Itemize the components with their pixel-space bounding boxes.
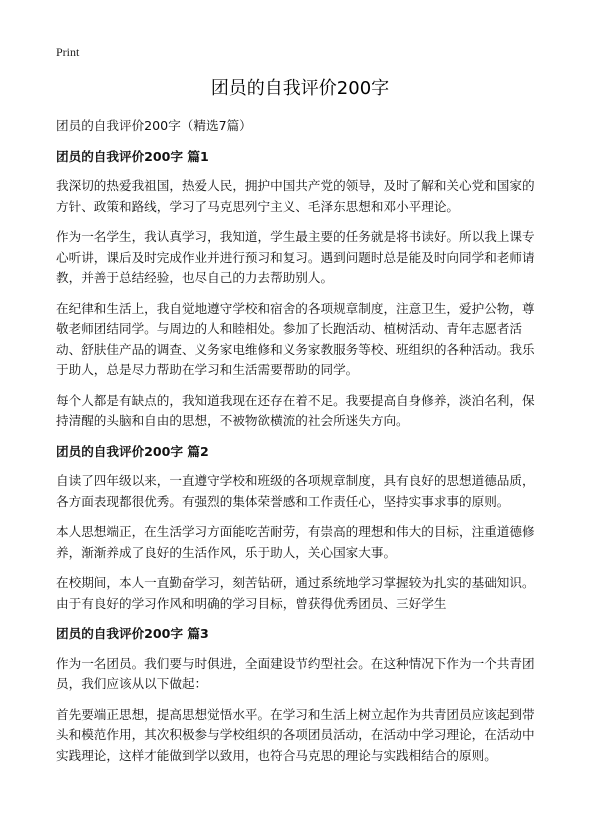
section-heading: 团员的自我评价200字 篇3 (56, 626, 209, 641)
paragraph: 自读了四年级以来，一直遵守学校和班级的各项规章制度，具有良好的思想道德品质，各方面表现都很优秀。有强烈的集体荣誉感和工作责任心，坚持实事求事的原则。 (56, 473, 535, 509)
section-3 (56, 624, 546, 766)
section-heading: 团员的自我评价200字 篇1 (56, 148, 209, 164)
paragraph: 作为一名团员。我们要与时俱进，全面建设节约型社会。在这种情况下作为一个共青团员，我们应该从以下做起： (56, 655, 535, 691)
paragraph: 本人思想端正，在生活学习方面能吃苦耐劳，有崇高的理想和伟大的目标，注重道德修养，渐渐养成了良好的生活作风，乐于助人，关心国家大事。 (56, 524, 535, 560)
paragraph: 在校期间，本人一直勤奋学习，刻苦钻研，通过系统地学习掌握较为扎实的基础知识。由于有良好的学习作风和明确的学习目标，曾获得优秀团员、三好学生 (56, 575, 535, 611)
section-2 (56, 442, 546, 615)
paragraph: 我深切的热爱我祖国，热爱人民，拥护中国共产党的领导，及时了解和关心党和国家的方针、政策和路线，学习了马克思列宁主义、毛泽东思想和邓小平理论。 (56, 178, 535, 214)
print-link[interactable]: Print (56, 45, 80, 59)
page-title: 团员的自我评价200字 (210, 78, 390, 99)
section-1 (56, 147, 546, 432)
section-heading: 团员的自我评价200字 篇2 (56, 443, 209, 459)
paragraph: 首先要端正思想，提高思想觉悟水平。在学习和生活上树立起作为共青团员应该起到带头和模范作用，其次积极参与学校组织的各项团员活动，在活动中学习理论，在活动中实践理论，这样才能做到学以致用，也符合马克思的理论与实践相结合的原则。 (56, 706, 535, 763)
paragraph: 在纪律和生活上，我自觉地遵守学校和宿舍的各项规章制度，注意卫生，爱护公物，尊敬老师团结同学。与周边的人和睦相处。参加了长跑活动、植树活动、青年志愿者活动、舒肤佳产品的调查、义务家电维修和义务家教服务等校、班组织的各种活动。我乐于助人，总是尽力帮助在学习和生活需要帮助的同学。 (56, 300, 535, 377)
document-body (56, 116, 546, 776)
document-subtitle: 团员的自我评价200字（精选7篇） (56, 118, 252, 133)
paragraph: 每个人都是有缺点的，我知道我现在还存在着不足。我要提高自身修养，淡泊名利，保持清醒的头脑和自由的思想，不被物欲横流的社会所迷失方向。 (56, 392, 535, 428)
paragraph: 作为一名学生，我认真学习，我知道，学生最主要的任务就是将书读好。所以我上课专心听讲，课后及时完成作业并进行预习和复习。遇到问题时总是能及时向同学和老师请教，并善于总结经验，也尽自己的力去帮助别人。 (56, 229, 535, 285)
